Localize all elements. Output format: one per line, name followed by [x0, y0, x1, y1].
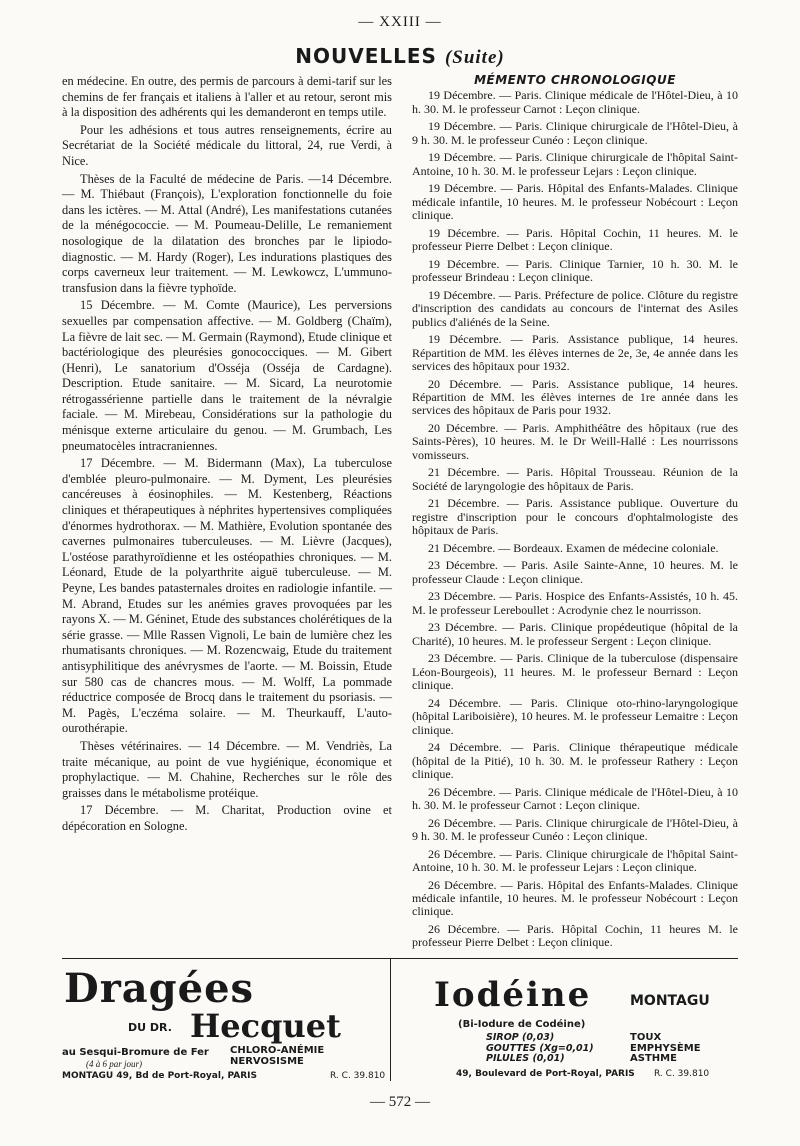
- paragraph-veterinaires-17: 17 Décembre. — M. Charitat, Production ovine et dépécoration en Sologne.: [62, 803, 392, 833]
- memento-entry: 26 Décembre. — Paris. Clinique chirurgicale de l'hôpital Saint-Antoine, 10 h. 30. M. le professeur Lejars : Leçon clinique.: [412, 846, 738, 875]
- ad-rc-left: R. C. 39.810: [330, 1071, 386, 1081]
- ad-iodeine: [402, 959, 738, 1081]
- memento-entry: 26 Décembre. — Paris. Clinique chirurgicale de l'Hôtel-Dieu, à 9 h. 30. M. le professeur Cunéo : Leçon clinique.: [412, 815, 738, 844]
- ad-maker-montagu: MONTAGU: [630, 993, 710, 1009]
- memento-entry: 21 Décembre. — Paris. Hôpital Trousseau. Réunion de la Société de laryngologie des hôpitaux de Paris.: [412, 465, 738, 493]
- paragraph-2: Pour les adhésions et tous autres renseignements, écrire au Secrétariat de la Société médicale du littoral, 24, rue Verdi, à Nice.: [62, 122, 392, 168]
- memento-entry: 24 Décembre. — Paris. Clinique oto-rhino-laryngologique (hôpital Lariboisière), 10 heures. M. le professeur Lemaitre : Leçon clinique.: [412, 695, 738, 737]
- title-text: NOUVELLES: [295, 44, 437, 68]
- ad-sesqui-bromure: au Sesqui-Bromure de Fer: [62, 1047, 209, 1058]
- advertisement-band: [62, 958, 738, 1081]
- paragraph-theses-14: Thèses de la Faculté de médecine de Paris. —14 Décembre. — M. Thiébaut (François), L'exploration fonctionnelle du foie dans les ictères. — M. Attal (André), Les manifestations cutanées de la ménégococcie. — M. Poumeau-Delille, Le remaniement nosologique de la dilatation des bronches par le lipiodo-diagnostic. — M. Hardy (Roger), Les indurations plastiques des corps caverneux leur traitement. — M. Lewkowcz, L'ummuno-transfusion dans la fièvre typhoïde.: [62, 171, 392, 295]
- memento-entry: 23 Décembre. — Paris. Clinique propédeutique (hôpital de la Charité), 10 heures. M. le professeur Sergent : Leçon clinique.: [412, 620, 738, 648]
- memento-entry: 19 Décembre. — Paris. Clinique chirurgicale de l'hôpital Saint-Antoine, 10 h. 30. M. le professeur Lejars : Leçon clinique.: [412, 150, 738, 178]
- ad-address-left: MONTAGU 49, Bd de Port-Royal, PARIS: [62, 1071, 258, 1081]
- memento-entry: 26 Décembre. — Paris. Clinique médicale de l'Hôtel-Dieu, à 10 h. 30. M. le professeur Carnot : Leçon clinique.: [412, 784, 738, 813]
- memento-heading: MÉMENTO CHRONOLOGIQUE: [474, 73, 676, 87]
- memento-column: [412, 74, 738, 954]
- memento-entry: 19 Décembre. — Paris. Hôpital Cochin, 11 heures. M. le professeur Pierre Delbet : Leçon clinique.: [412, 225, 738, 254]
- memento-entry: 20 Décembre. — Paris. Assistance publique, 14 heures. Répartition de MM. les élèves internes de 1re année dans les services des hôpitaux de Paris pour 1932.: [412, 376, 738, 418]
- page-number: — 572 —: [370, 1094, 430, 1110]
- ad-biiodure: (Bi-Iodure de Codéine): [458, 1019, 586, 1030]
- memento-entries: [412, 89, 738, 949]
- ad-rc-right: R. C. 39.810: [654, 1069, 710, 1079]
- memento-entry: 21 Décembre. — Paris. Assistance publique. Ouverture du registre d'inscription pour le concours d'ophtalmologiste des hôpitaux de Paris.: [412, 496, 738, 538]
- ad-du-dr: DU DR.: [128, 1021, 172, 1034]
- memento-entry: 20 Décembre. — Paris. Amphithéâtre des hôpitaux (rue des Saints-Pères), 10 heures. M. le Dr Weill-Hallé : Les nourrissons vomisseurs.: [412, 421, 738, 462]
- memento-entry: 23 Décembre. — Paris. Asile Sainte-Anne, 10 heures. M. le professeur Claude : Leçon clinique.: [412, 558, 738, 586]
- memento-entry: 19 Décembre. — Paris. Assistance publique, 14 heures. Répartition de MM. les élèves internes de 2e, 3e, 4e année dans les services des hôpitaux pour 1932.: [412, 332, 738, 374]
- ad-dragees-hecquet: [62, 959, 391, 1081]
- ad-address-right: 49, Boulevard de Port-Royal, PARIS: [456, 1069, 635, 1079]
- memento-entry: 19 Décembre. — Paris. Clinique médicale de l'Hôtel-Dieu, à 10 h. 30. M. le professeur Carnot : Leçon clinique.: [412, 88, 738, 116]
- memento-entry: 24 Décembre. — Paris. Clinique thérapeutique médicale (hôpital de la Pitié), 10 h. 30. M. le professeur Rathery : Leçon clinique.: [412, 740, 738, 782]
- title-suffix: (Suite): [444, 47, 505, 68]
- ad-brand-dragees: Dragées: [64, 965, 255, 1012]
- ad-brand-iodeine: Iodéine: [434, 975, 592, 1015]
- memento-entry: 19 Décembre. — Paris. Préfecture de police. Clôture du registre d'inscription des candidats au concours de l'internat des Asiles publics d'aliénés de la Seine.: [412, 287, 738, 329]
- paragraph-theses-15: 15 Décembre. — M. Comte (Maurice), Les perversions sexuelles par compensation affective. — M. Goldberg (Chaïm), La fièvre de lait sec. — M. Germain (Raymond), Etude clinique et bactériologique des pleurésies gonococciques. — M. Gibert (Henri), Le sanatorium d'Osséja (Osséja de Cardagne). Description. Etude sanitaire. — M. Sicard, La neurotomie rétrogassérienne partielle dans le traitement de la névralgie faciale. — M. Mirebeau, Considérations sur la pathologie du ménisque externe articulaire du genou. — M. Grumbach, Les pneumatocèles intracraniennes.: [62, 298, 392, 453]
- ad-forms: SIROP (0,03) GOUTTES (Xg=0,01) PILULES (0,01): [486, 1032, 594, 1064]
- memento-entry: 26 Décembre. — Paris. Hôpital des Enfants-Malades. Clinique médicale infantile, 10 heures. M. le professeur Nobécourt : Leçon clinique.: [412, 877, 738, 919]
- ad-brand-hecquet: Hecquet: [190, 1007, 341, 1045]
- memento-entry: 21 Décembre. — Bordeaux. Examen de médecine coloniale.: [428, 540, 719, 555]
- paragraph-theses-veterinaires: Thèses vétérinaires. — 14 Décembre. — M. Vendriès, La traite mécanique, au point de vue hygiénique, économique et prophylactique. — M. Chahine, Recherches sur le rôle des graisses dans le métabolisme protéique.: [62, 738, 392, 800]
- paragraph-1: en médecine. En outre, des permis de parcours à demi-tarif sur les chemins de fer français et italiens à l'aller et au retour, seront mis à la disposition des adhérents qui les demanderont en temps utile.: [62, 74, 392, 120]
- paragraph-theses-17: 17 Décembre. — M. Bidermann (Max), La tuberculose d'emblée pleuro-pulmonaire. — M. Dyment, Les pleurésies cancéreuses à éosinophiles. — M. Kestenberg, Réactions cliniques et thérapeutiques à néphrites hypertensives compliquées d'énormes hydrothorax. — M. Mathière, Evolution spontanée des cavernes pulmonaires tuberculeuses. — M. Lièvre (Jacques), L'ostéose parathyroïdienne et les ostéopathies chroniques. — M. Léonard, Etude de la polyarthrite aiguë tuberculeuse. — M. Peyne, Les bandes patasternales droites en radiologie infantile. — M. Abrand, Etudes sur les anémies graves provoquées par les rayons X. — M. Géninet, Etude des substances cholérétiques de la série grasse. — Mlle Rassen Vignoli, Le bain de lumière chez les rhumatisants chroniques. — M. Rozencwaig, Etude du traitement antisyphilitique des anévrysmes de l'aorte. — M. Boissin, Etude sur 580 cas de chancres mous. — M. Wolff, La pommade réductrice composée de Brocq dans le traitement du psoriasis. — M. Pagès, L'eczéma solaire. — M. Theurkauff, L'auto-ourothérapie.: [62, 456, 392, 736]
- page-title: [0, 44, 800, 69]
- left-column: [62, 74, 392, 837]
- memento-entry: 26 Décembre. — Paris. Hôpital Cochin, 11 heures M. le professeur Pierre Delbet : Leçon clinique.: [412, 922, 738, 950]
- ad-indications-right: TOUX EMPHYSÈME ASTHME: [630, 1032, 701, 1064]
- ad-dosage: (4 à 6 par jour): [86, 1059, 142, 1069]
- ad-indications-left: CHLORO-ANÉMIE NERVOSISME: [230, 1045, 325, 1067]
- roman-page-number: — XXIII —: [358, 14, 442, 30]
- memento-entry: 19 Décembre. — Paris. Hôpital des Enfants-Malades. Clinique médicale infantile, 10 heures. M. le professeur Nobécourt : Leçon clinique.: [412, 181, 738, 223]
- memento-entry: 23 Décembre. — Paris. Hospice des Enfants-Assistés, 10 h. 45. M. le professeur Lereboullet : Acrodynie chez le nourrisson.: [412, 589, 738, 617]
- memento-entry: 19 Décembre. — Paris. Clinique chirurgicale de l'Hôtel-Dieu, à 9 h. 30. M. le professeur Cunéo : Leçon clinique.: [412, 119, 738, 147]
- memento-entry: 23 Décembre. — Paris. Clinique de la tuberculose (dispensaire Léon-Bourgeois), 11 heures. M. le professeur Bernard : Leçon clinique.: [412, 651, 738, 693]
- memento-entry: 19 Décembre. — Paris. Clinique Tarnier, 10 h. 30. M. le professeur Brindeau : Leçon clinique.: [412, 256, 738, 285]
